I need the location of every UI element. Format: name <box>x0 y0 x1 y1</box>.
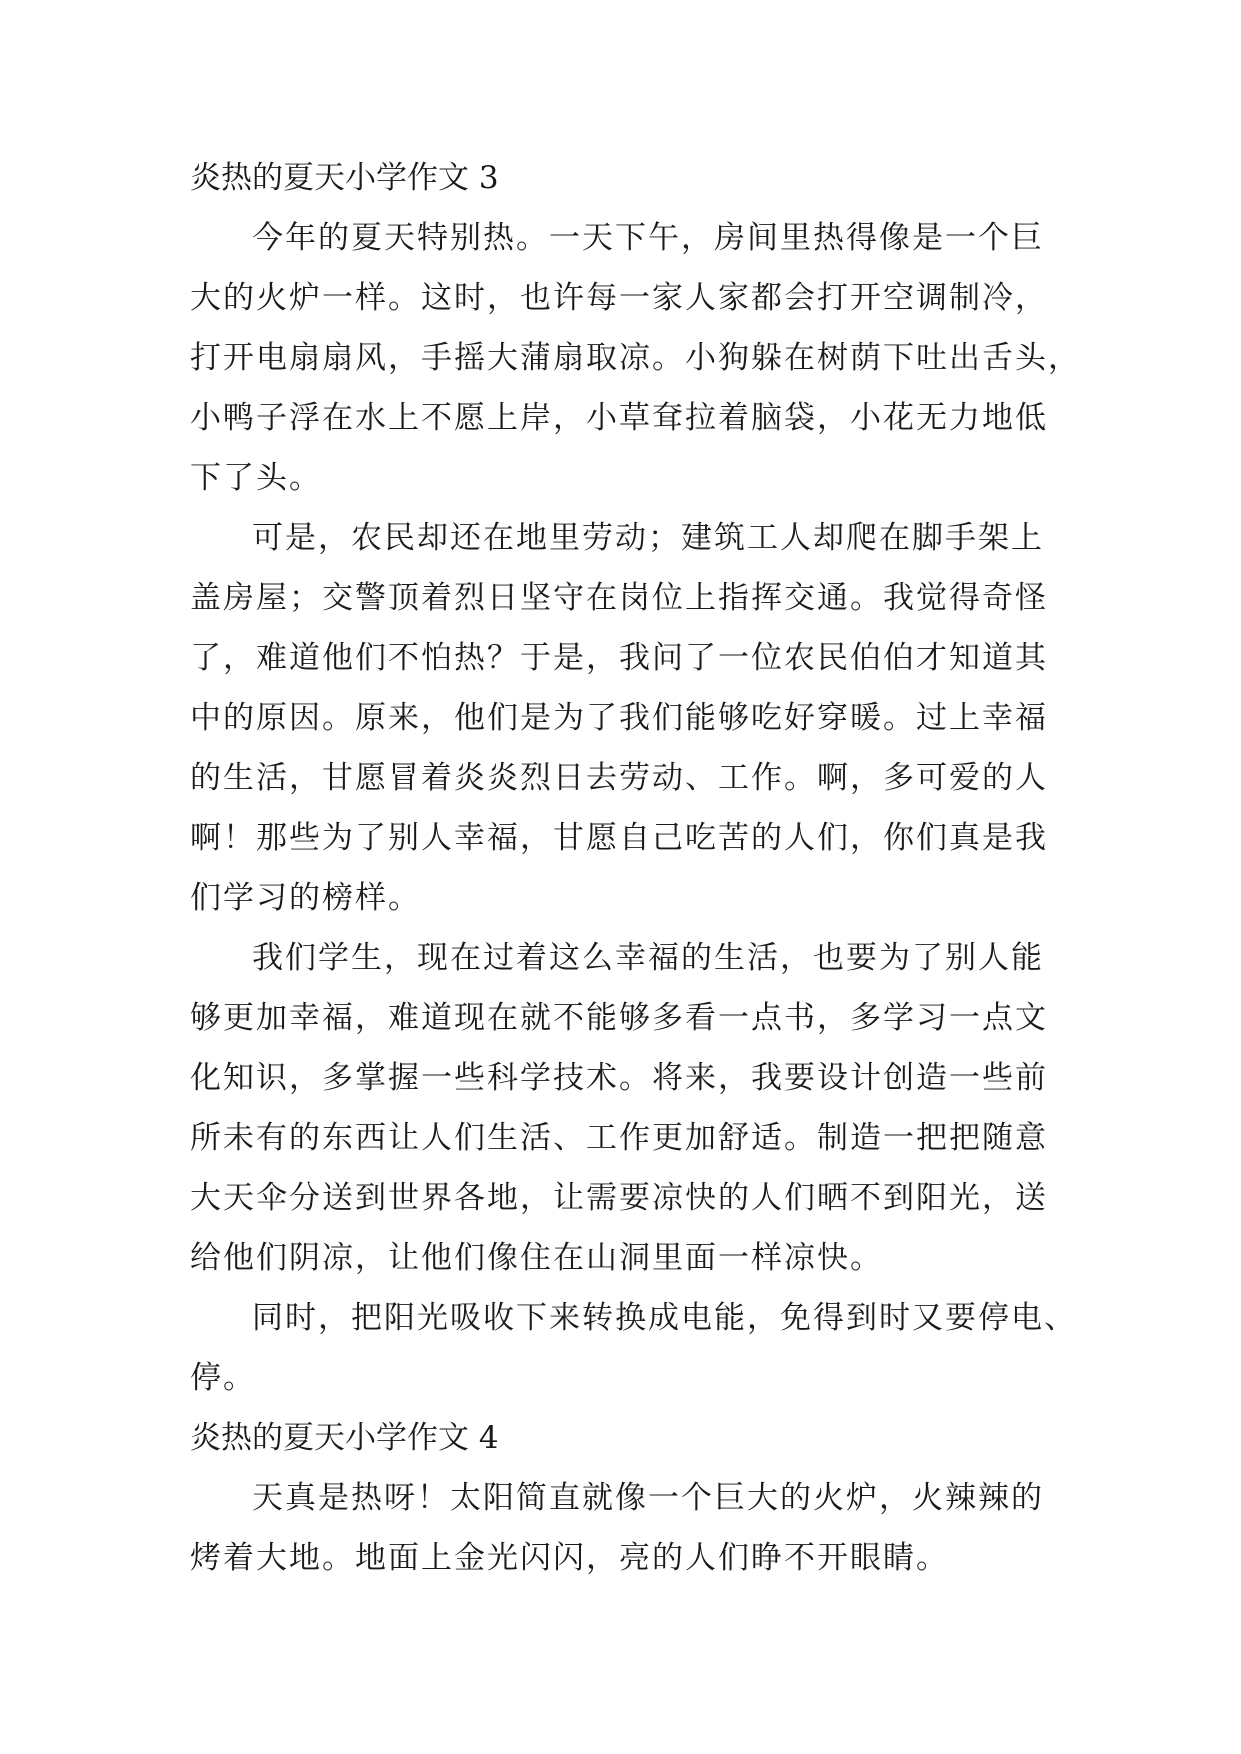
document-page <box>190 148 1081 1588</box>
text-line: 小鸭子浮在水上不愿上岸，小草耷拉着脑袋，小花无力地低 <box>190 400 1048 436</box>
paragraph <box>190 928 1070 1288</box>
essay-title: 炎热的夏天小学作文 4 <box>190 1420 499 1456</box>
text-line: 同时，把阳光吸收下来转换成电能，免得到时又要停电、 <box>252 1300 1077 1336</box>
text-line: 所未有的东西让人们生活、工作更加舒适。制造一把把随意 <box>190 1120 1048 1156</box>
text-line: 烤着大地。地面上金光闪闪，亮的人们睁不开眼睛。 <box>190 1540 949 1576</box>
text-line: 天真是热呀！太阳简直就像一个巨大的火炉，火辣辣的 <box>252 1480 1044 1516</box>
text-line: 化知识，多掌握一些科学技术。将来，我要设计创造一些前 <box>190 1060 1048 1096</box>
text-line: 给他们阴凉，让他们像住在山洞里面一样凉快。 <box>190 1240 883 1276</box>
text-line: 我们学生，现在过着这么幸福的生活，也要为了别人能 <box>252 940 1044 976</box>
text-line: 可是，农民却还在地里劳动；建筑工人却爬在脚手架上 <box>252 520 1044 556</box>
text-line: 们学习的榜样。 <box>190 880 421 916</box>
text-line: 停。 <box>190 1360 256 1396</box>
paragraph <box>190 1468 1070 1588</box>
text-line: 打开电扇扇风，手摇大蒲扇取凉。小狗躲在树荫下吐出舌头， <box>190 340 1081 376</box>
text-line: 今年的夏天特别热。一天下午，房间里热得像是一个巨 <box>252 220 1044 256</box>
text-line: 啊！那些为了别人幸福，甘愿自己吃苦的人们，你们真是我 <box>190 820 1048 856</box>
text-line: 够更加幸福，难道现在就不能够多看一点书，多学习一点文 <box>190 1000 1048 1036</box>
essay-section <box>190 1408 1070 1588</box>
essay-title: 炎热的夏天小学作文 3 <box>190 160 499 196</box>
text-line: 了，难道他们不怕热？于是，我问了一位农民伯伯才知道其 <box>190 640 1048 676</box>
text-line: 下了头。 <box>190 460 322 496</box>
paragraph <box>190 508 1070 928</box>
essay-section <box>190 148 1081 1408</box>
text-line: 中的原因。原来，他们是为了我们能够吃好穿暖。过上幸福 <box>190 700 1048 736</box>
text-line: 盖房屋；交警顶着烈日坚守在岗位上指挥交通。我觉得奇怪 <box>190 580 1048 616</box>
paragraph <box>190 208 1081 508</box>
paragraph <box>190 1288 1077 1408</box>
text-line: 的生活，甘愿冒着炎炎烈日去劳动、工作。啊，多可爱的人 <box>190 760 1048 796</box>
text-line: 大天伞分送到世界各地，让需要凉快的人们晒不到阳光，送 <box>190 1180 1048 1216</box>
text-line: 大的火炉一样。这时，也许每一家人家都会打开空调制冷， <box>190 280 1048 316</box>
